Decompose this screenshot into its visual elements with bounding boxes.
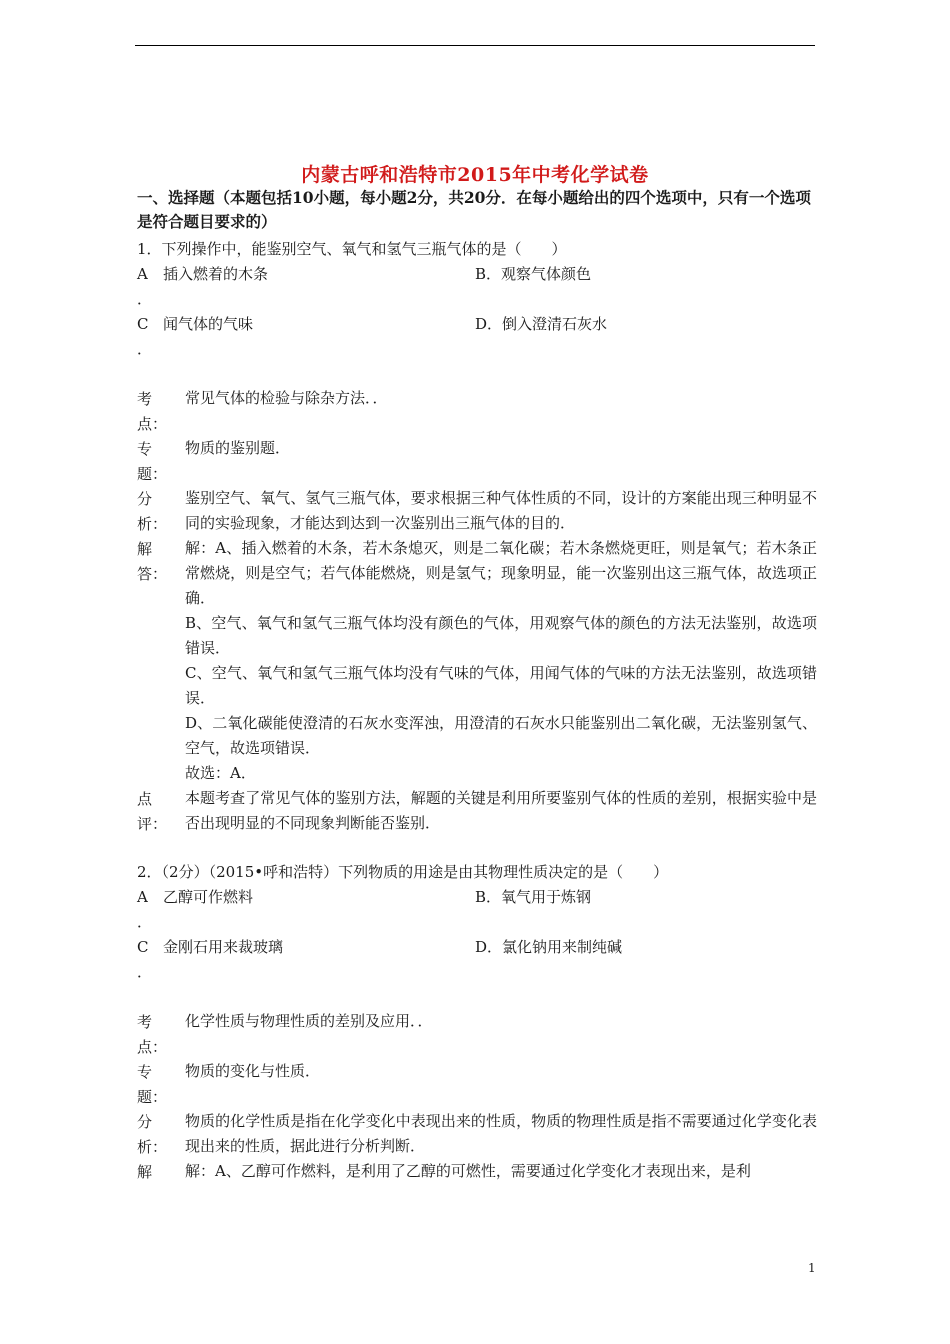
q1-jieda-c: C、空气、氧气和氢气三瓶气体均没有气味的气体，用闻气体的气味的方法无法鉴别，故选项错误． <box>185 664 817 707</box>
q1-label-dian2: 点 <box>137 790 153 808</box>
q2-option-b: B．氧气用于炼钢 <box>475 888 592 906</box>
q2-option-a-dot: ． <box>137 913 153 931</box>
q1-option-b: B．观察气体颜色 <box>475 265 592 283</box>
q1-label-ping: 评： <box>137 815 168 833</box>
q1-option-c-letter: C <box>137 315 149 333</box>
q1-jieda-choice: 故选：A． <box>185 764 256 782</box>
section-heading: 一、选择题（本题包括10小题，每小题2分，共20分．在每小题给出的四个选项中，只有一个选项是符合题目要求的） <box>137 188 811 231</box>
q1-stem: 1．下列操作中，能鉴别空气、氧气和氢气三瓶气体的是（ ） <box>137 240 567 258</box>
q1-label-fen: 分 <box>137 490 153 508</box>
q2-zhuanti: 物质的变化与性质． <box>185 1062 321 1080</box>
q1-option-c: 闻气体的气味 <box>163 315 254 333</box>
q1-label-jie: 解 <box>137 540 153 558</box>
q2-stem: 2．（2分）（2015•呼和浩特）下列物质的用途是由其物理性质决定的是（ ） <box>137 863 669 881</box>
q1-kaodian: 常见气体的检验与除杂方法．． <box>185 389 388 407</box>
q1-label-ti: 题： <box>137 465 168 483</box>
q2-option-c-letter: C <box>137 938 149 956</box>
q2-label-jie: 解 <box>137 1163 153 1181</box>
q1-label-da: 答： <box>137 565 168 583</box>
q2-option-a: 乙醇可作燃料 <box>163 888 254 906</box>
q1-label-zhuan: 专 <box>137 440 153 458</box>
q2-label-ti: 题： <box>137 1088 168 1106</box>
q2-label-fen: 分 <box>137 1113 153 1131</box>
q1-jieda-b: B、空气、氧气和氢气三瓶气体均没有颜色的气体，用观察气体的颜色的方法无法鉴别，故选项错误． <box>185 614 817 657</box>
q1-option-a: 插入燃着的木条 <box>163 265 269 283</box>
q2-option-a-letter: A <box>137 888 148 906</box>
q1-jieda-a: 解：A、插入燃着的木条，若木条熄灭，则是二氧化碳；若木条燃烧更旺，则是氧气；若木条正常燃烧，则是空气；若气体能燃烧，则是氢气；现象明显，能一次鉴别出这三瓶气体，故选项正确． <box>185 539 817 607</box>
q1-option-c-dot: ． <box>137 340 153 358</box>
q2-label-kao: 考 <box>137 1013 153 1031</box>
q1-label-kao: 考 <box>137 390 153 408</box>
q2-fenxi: 物质的化学性质是指在化学变化中表现出来的性质，物质的物理性质是指不需要通过化学变化表现出来的性质，据此进行分析判断． <box>185 1112 817 1155</box>
q1-jieda-d: D、二氧化碳能使澄清的石灰水变浑浊，用澄清的石灰水只能鉴别出二氧化碳，无法鉴别氢气、空气，故选项错误． <box>185 714 817 757</box>
q2-option-c-dot: ． <box>137 963 153 981</box>
q1-option-a-letter: A <box>137 265 148 283</box>
header-rule <box>135 45 815 46</box>
q2-label-dian: 点： <box>137 1038 168 1056</box>
q2-kaodian: 化学性质与物理性质的差别及应用．． <box>185 1012 433 1030</box>
q1-label-dian: 点： <box>137 415 168 433</box>
q1-zhuanti: 物质的鉴别题． <box>185 439 291 457</box>
q2-label-zhuan: 专 <box>137 1063 153 1081</box>
q2-label-xi: 析： <box>137 1138 168 1156</box>
page-title: 内蒙古呼和浩特市2015年中考化学试卷 <box>301 164 649 186</box>
q2-option-d: D．氯化钠用来制纯碱 <box>475 938 623 956</box>
page-number: 1 <box>808 1261 816 1275</box>
q2-jieda-a: 解：A、乙醇可作燃料，是利用了乙醇的可燃性，需要通过化学变化才表现出来，是利 <box>185 1162 751 1180</box>
q1-label-xi: 析： <box>137 515 168 533</box>
q1-fenxi: 鉴别空气、氧气、氢气三瓶气体，要求根据三种气体性质的不同，设计的方案能出现三种明显不同的实验现象，才能达到达到一次鉴别出三瓶气体的目的． <box>185 489 817 532</box>
q2-option-c: 金刚石用来裁玻璃 <box>163 938 284 956</box>
q1-option-d: D．倒入澄清石灰水 <box>475 315 608 333</box>
q1-dianping: 本题考查了常见气体的鉴别方法，解题的关键是利用所要鉴别气体的性质的差别，根据实验中是否出现明显的不同现象判断能否鉴别． <box>185 789 817 832</box>
q1-option-a-dot: ． <box>137 290 153 308</box>
